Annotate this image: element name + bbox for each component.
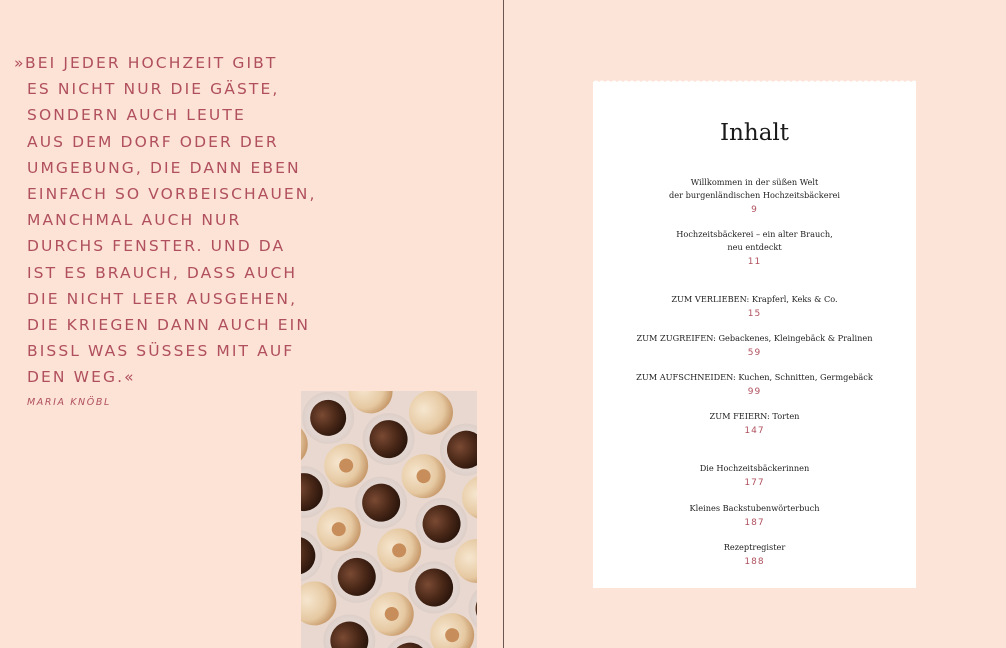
cookie-illustration: [301, 391, 477, 648]
quote-line: DIE NICHT LEER AUSGEHEN,: [27, 289, 298, 308]
toc-entry[interactable]: [593, 176, 916, 215]
toc-entry-page: 59: [747, 348, 762, 358]
toc-entry[interactable]: [593, 462, 916, 488]
toc-entry-page: 99: [747, 387, 762, 397]
toc-entry[interactable]: [593, 332, 916, 358]
cookie-photo: [301, 391, 477, 648]
toc-entry-page: 177: [744, 478, 765, 488]
toc-entry-page: 147: [744, 426, 765, 436]
toc-entry-title: ZUM VERLIEBEN: Krapferl, Keks & Co.: [671, 294, 838, 304]
toc-entry-title: [593, 176, 916, 202]
toc-entry-title: ZUM ZUGREIFEN: Gebackenes, Kleingebäck & Pralinen: [636, 333, 873, 343]
quote-author: MARIA KNÖBL: [27, 397, 111, 408]
toc-entry[interactable]: [593, 541, 916, 567]
toc-entry-page: 15: [747, 309, 762, 319]
toc-entry-page: 11: [747, 257, 762, 267]
quote-line: DIE KRIEGEN DANN AUCH EIN: [27, 316, 311, 335]
toc-entry-line: Hochzeitsbäckerei – ein alter Brauch,: [676, 229, 833, 239]
quote-line: AUS DEM DORF ODER DER: [27, 132, 279, 151]
quote-line: DURCHS FENSTER. UND DA: [27, 237, 286, 256]
quote-line: EINFACH SO VORBEISCHAUEN,: [27, 185, 317, 204]
quote-line: »BEI JEDER HOCHZEIT GIBT: [14, 54, 278, 72]
quote-line: MANCHMAL AUCH NUR: [27, 211, 242, 230]
toc-entry-title: ZUM FEIERN: Torten: [709, 411, 800, 421]
toc-entry-line: der burgenländischen Hochzeitsbäckerei: [669, 190, 840, 200]
table-of-contents: [593, 82, 916, 588]
toc-entry-line: Willkommen in der süßen Welt: [690, 177, 819, 187]
quote-line: SONDERN AUCH LEUTE: [27, 106, 246, 125]
toc-entry[interactable]: [593, 410, 916, 436]
toc-entry-page: 9: [751, 205, 758, 215]
toc-entry[interactable]: [593, 371, 916, 397]
toc-title: Inhalt: [719, 120, 790, 146]
toc-entry[interactable]: [593, 502, 916, 528]
pull-quote: [14, 50, 344, 391]
toc-entry[interactable]: [593, 293, 916, 319]
toc-entry-page: 187: [744, 518, 765, 528]
toc-entry-line: neu entdeckt: [727, 242, 782, 252]
quote-line: IST ES BRAUCH, DASS AUCH: [27, 263, 298, 282]
quote-line: UMGEBUNG, DIE DANN EBEN: [27, 158, 301, 177]
quote-line: BISSL WAS SÜSSES MIT AUF: [27, 342, 295, 361]
quote-line: ES NICHT NUR DIE GÄSTE,: [27, 80, 280, 99]
quote-line: DEN WEG.«: [27, 368, 136, 387]
toc-entry-title: [593, 228, 916, 254]
toc-entry-title: Rezeptregister: [723, 542, 786, 552]
toc-entry-title: Kleines Backstubenwörterbuch: [689, 503, 820, 513]
toc-entry[interactable]: [593, 228, 916, 267]
toc-entry-title: ZUM AUFSCHNEIDEN: Kuchen, Schnitten, Germgebäck: [636, 372, 873, 382]
toc-entry-page: 188: [744, 557, 765, 567]
toc-entry-title: Die Hochzeitsbäckerinnen: [699, 463, 810, 473]
